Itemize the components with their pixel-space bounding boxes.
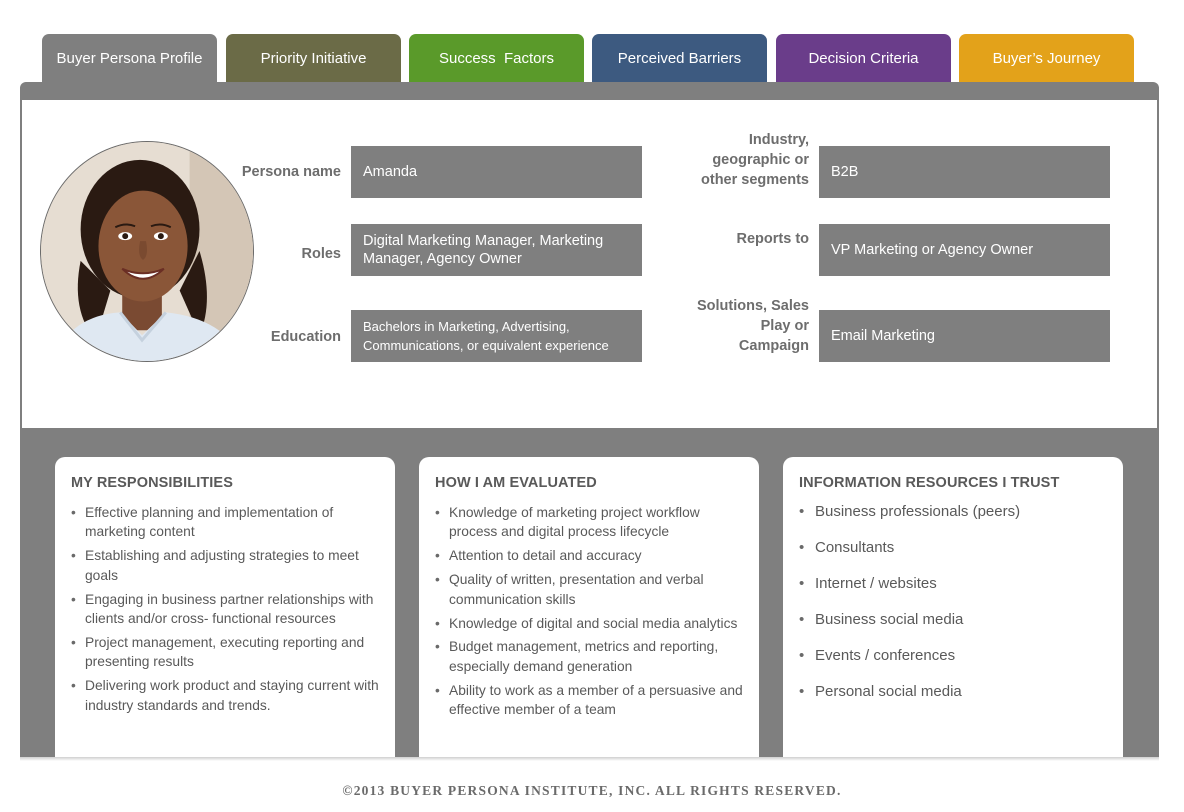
- list-item: • Ability to work as a member of a persuasive and effective member of a team: [435, 681, 743, 720]
- responsibilities-list: [71, 503, 379, 715]
- avatar-photo: [41, 142, 253, 361]
- reports-to-label: Reports to: [736, 231, 809, 247]
- list-item: • Consultants: [799, 538, 1107, 557]
- tab-buyers-journey[interactable]: [959, 34, 1134, 84]
- list-item: • Delivering work product and staying current with industry standards and trends.: [71, 676, 379, 715]
- tab-success-factors[interactable]: [409, 34, 584, 84]
- list-item: • Knowledge of digital and social media analytics: [435, 614, 743, 633]
- list-item: • Events / conferences: [799, 646, 1107, 665]
- education-value: Bachelors in Marketing, Advertising, Communications, or equivalent experience: [351, 310, 642, 362]
- tab-label: Decision Criteria: [808, 50, 919, 67]
- list-item: • Attention to detail and accuracy: [435, 546, 743, 565]
- segments-value: B2B: [819, 146, 1110, 198]
- list-item: • Knowledge of marketing project workflow process and digital process lifecycle: [435, 503, 743, 542]
- roles-value: Digital Marketing Manager, Marketing Manager, Agency Owner: [351, 224, 642, 276]
- evaluated-title: HOW I AM EVALUATED: [435, 475, 597, 491]
- tab-label: Perceived Barriers: [617, 50, 742, 67]
- resources-title: INFORMATION RESOURCES I TRUST: [799, 475, 1060, 491]
- responsibilities-card: [55, 457, 395, 758]
- solutions-value: Email Marketing: [819, 310, 1110, 362]
- list-item: • Personal social media: [799, 682, 1107, 701]
- tab-label: Buyer’s Journey: [992, 50, 1101, 67]
- persona-name-label: Persona name: [241, 164, 341, 180]
- list-item: • Business social media: [799, 610, 1107, 629]
- responsibilities-title: MY RESPONSIBILITIES: [71, 475, 233, 491]
- tab-perceived-barriers[interactable]: [592, 34, 767, 84]
- list-item: • Effective planning and implementation of marketing content: [71, 503, 379, 542]
- copyright-footer: ©2013 BUYER PERSONA INSTITUTE, INC. ALL RIGHTS RESERVED.: [342, 783, 842, 798]
- tab-priority-initiative[interactable]: [226, 34, 401, 84]
- reports-to-value: VP Marketing or Agency Owner: [819, 224, 1110, 276]
- list-item: • Engaging in business partner relationships with clients and/or cross- functional resources: [71, 590, 379, 629]
- evaluated-list: [435, 503, 743, 720]
- tab-decision-criteria[interactable]: [776, 34, 951, 84]
- tab-label: Success Factors: [438, 50, 555, 67]
- tab-label: Priority Initiative: [260, 50, 367, 67]
- tab-label: Buyer Persona Profile: [56, 50, 203, 67]
- tab-buyer-persona-profile[interactable]: [42, 34, 217, 84]
- segments-label: Industry, geographic or other segments: [701, 132, 809, 188]
- evaluated-card: [419, 457, 759, 758]
- list-item: • Project management, executing reporting and presenting results: [71, 633, 379, 672]
- list-item: • Internet / websites: [799, 574, 1107, 593]
- frame-top-bar: [20, 82, 1159, 101]
- list-item: • Quality of written, presentation and verbal communication skills: [435, 570, 743, 609]
- list-item: • Budget management, metrics and reporting, especially demand generation: [435, 637, 743, 676]
- education-label: Education: [270, 329, 341, 345]
- resources-list: [799, 502, 1107, 701]
- persona-name-value: Amanda: [351, 146, 642, 198]
- list-item: • Establishing and adjusting strategies to meet goals: [71, 546, 379, 585]
- panel-shadow: [20, 757, 1159, 761]
- avatar: [40, 141, 254, 362]
- list-item: • Business professionals (peers): [799, 502, 1107, 521]
- roles-label: Roles: [301, 246, 341, 262]
- solutions-label: Solutions, Sales Play or Campaign: [697, 298, 809, 354]
- resources-card: [783, 457, 1123, 758]
